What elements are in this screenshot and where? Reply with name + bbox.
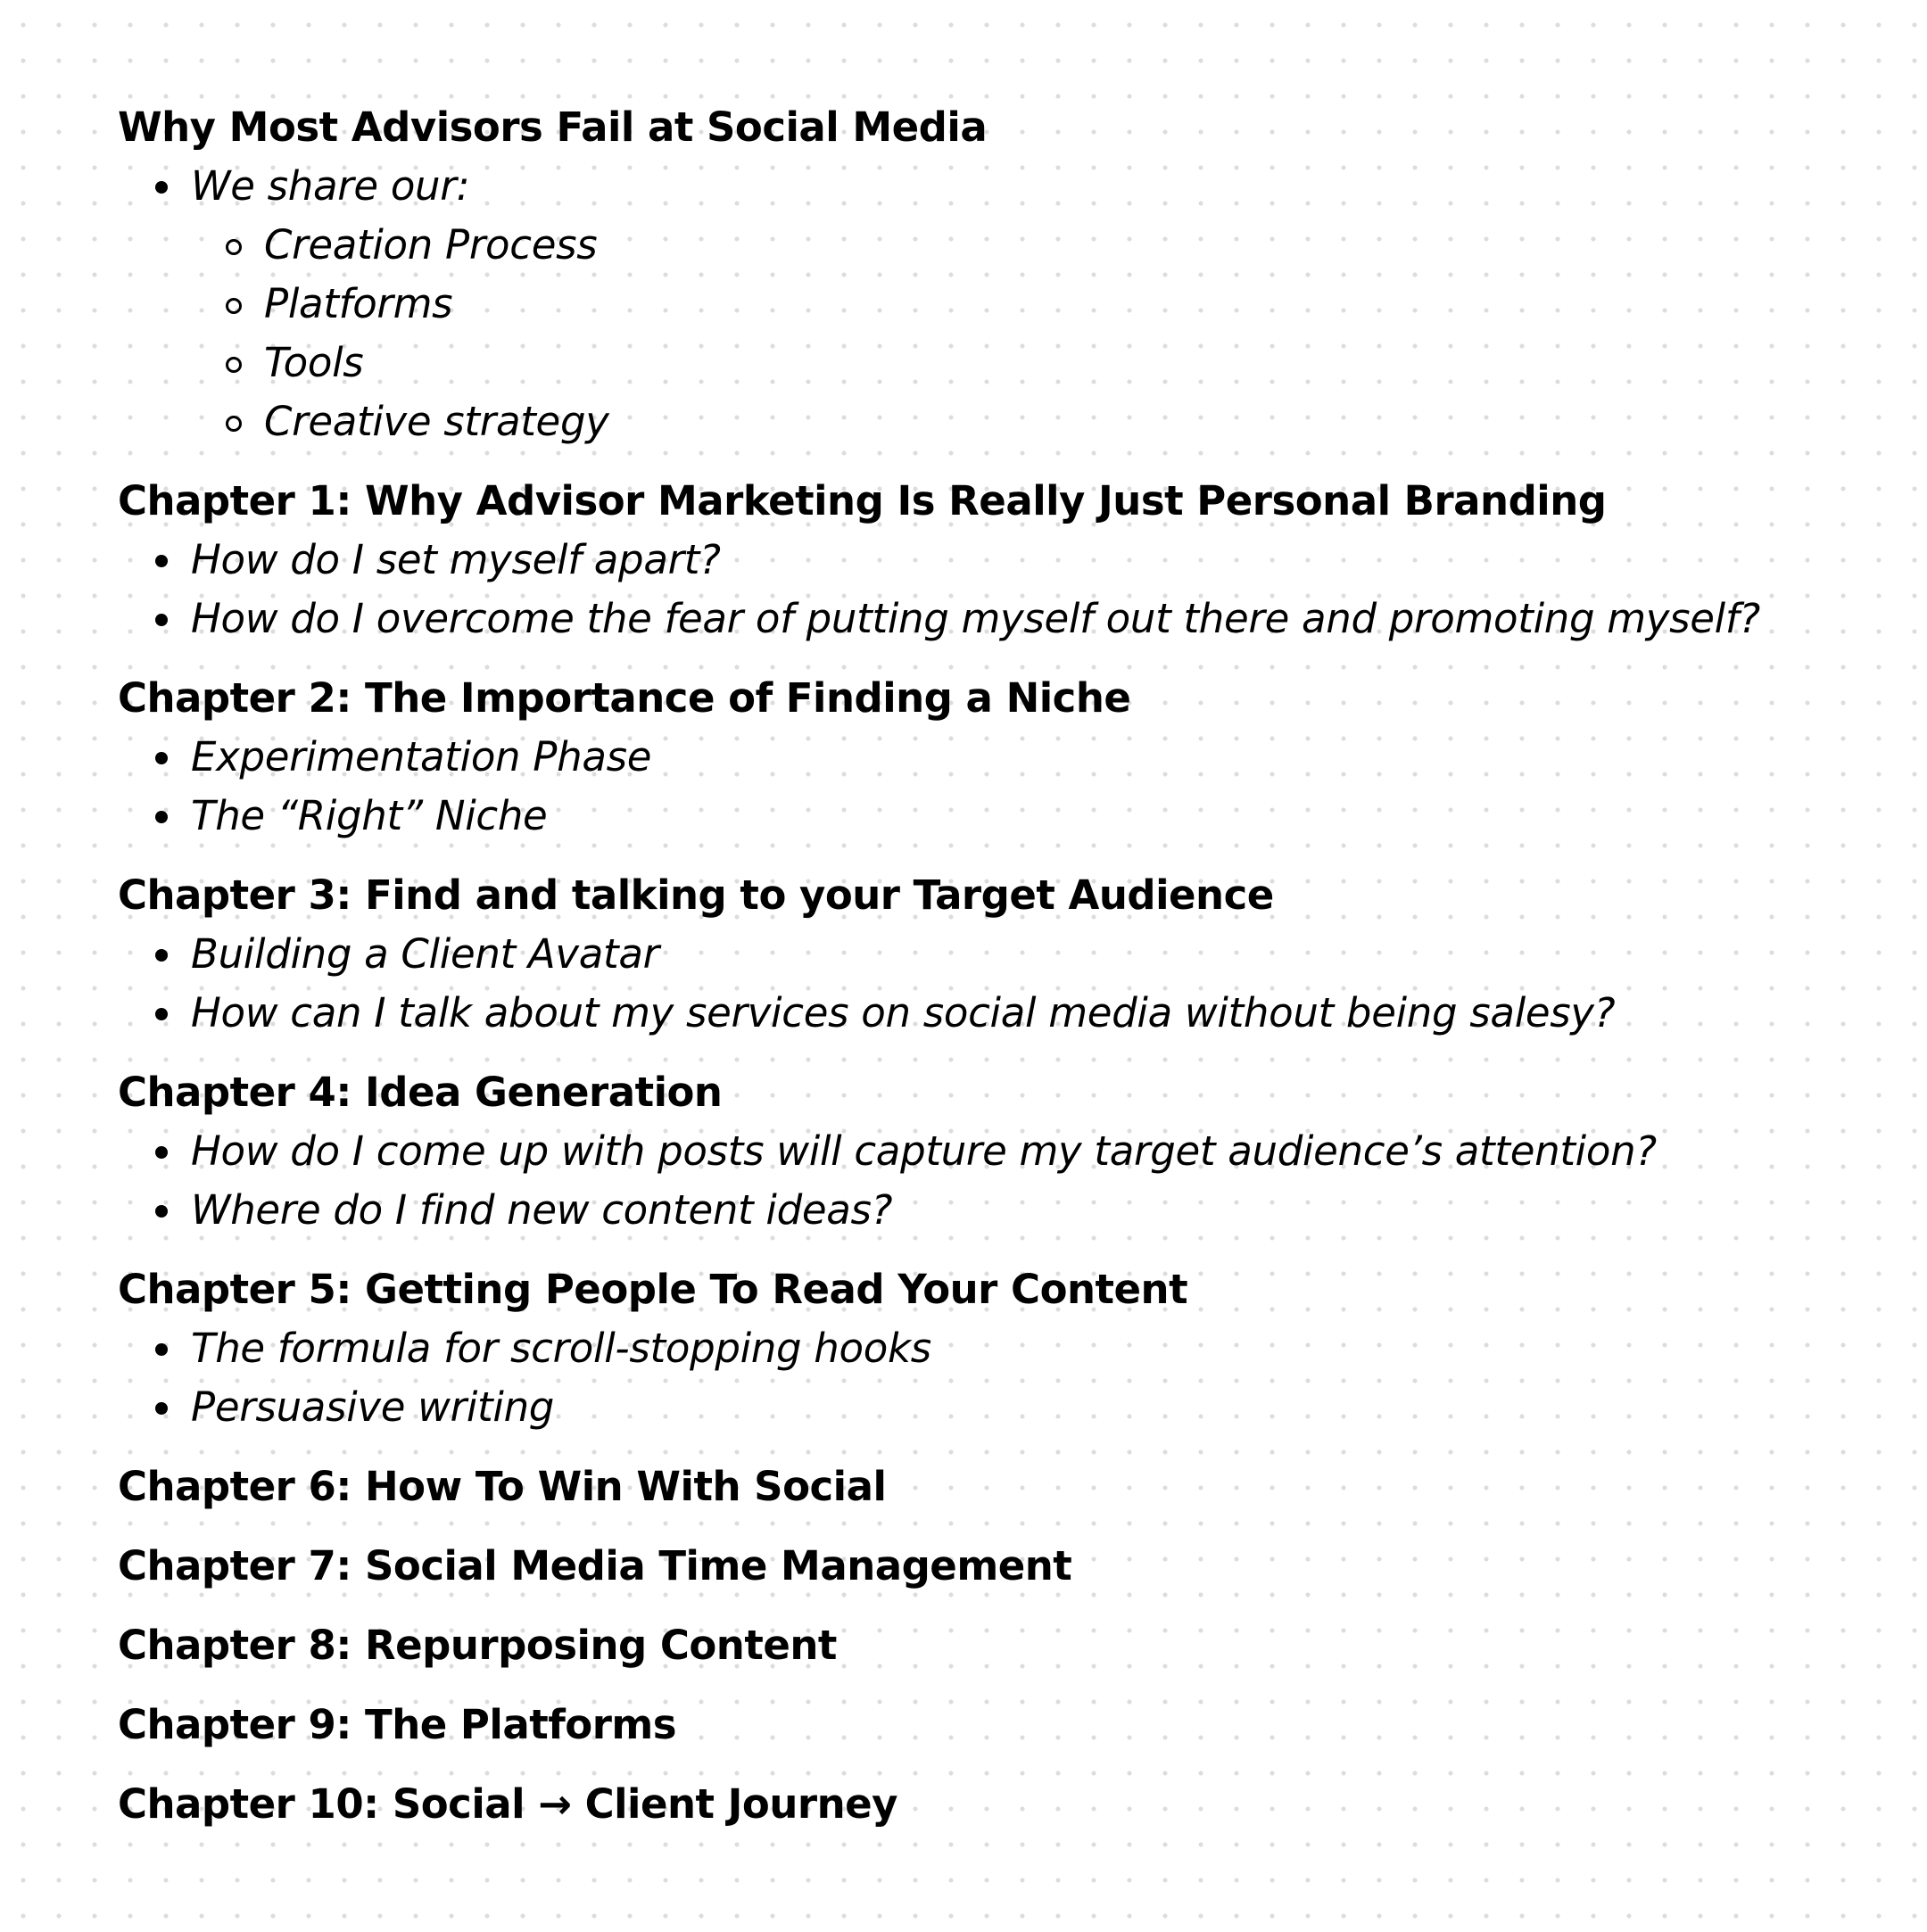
- bullet-list: [118, 157, 1884, 451]
- bullet-list: [118, 1122, 1884, 1240]
- section-chapter-8: [118, 1616, 1884, 1675]
- bullet-dot-icon: [155, 752, 168, 764]
- sub-list-item: [118, 216, 1884, 275]
- list-item-text: The “Right” Niche: [191, 792, 548, 839]
- sub-list-item-text: Platforms: [264, 280, 453, 327]
- section-chapter-4: [118, 1063, 1884, 1240]
- list-item: [118, 157, 1884, 451]
- chapter-heading: Chapter 10: Social → Client Journey: [118, 1780, 897, 1828]
- bullet-dot-icon: [155, 1402, 168, 1415]
- bullet-dot-icon: [155, 181, 168, 194]
- list-item: [118, 925, 1884, 984]
- list-item: [118, 590, 1884, 648]
- sub-list-item-text: Tools: [264, 339, 364, 386]
- chapter-heading: Chapter 3: Find and talking to your Target Audience: [118, 871, 1274, 919]
- list-item: [118, 728, 1884, 787]
- bullet-list: [118, 925, 1884, 1043]
- section-chapter-5: [118, 1260, 1884, 1437]
- sub-list-item-text: Creative strategy: [264, 398, 609, 445]
- hollow-bullet-icon: [226, 298, 242, 314]
- hollow-bullet-icon: [226, 357, 242, 373]
- list-item-text: Where do I find new content ideas?: [191, 1186, 893, 1234]
- bullet-dot-icon: [155, 949, 168, 962]
- sub-bullet-list: [118, 216, 1884, 451]
- outline: [118, 98, 1884, 1834]
- chapter-heading: Chapter 1: Why Advisor Marketing Is Really Just Personal Branding: [118, 477, 1607, 524]
- list-item: [118, 984, 1884, 1043]
- bullet-list: [118, 728, 1884, 846]
- chapter-heading: Chapter 7: Social Media Time Management: [118, 1542, 1072, 1589]
- bullet-dot-icon: [155, 614, 168, 626]
- hollow-bullet-icon: [226, 239, 242, 255]
- chapter-heading: Chapter 9: The Platforms: [118, 1701, 677, 1748]
- bullet-list: [118, 1319, 1884, 1437]
- section-chapter-10: [118, 1775, 1884, 1834]
- list-item-text: The formula for scroll-stopping hooks: [191, 1325, 931, 1372]
- chapter-heading: Chapter 2: The Importance of Finding a Niche: [118, 674, 1131, 722]
- section-chapter-6: [118, 1457, 1884, 1516]
- list-item-text: Persuasive writing: [191, 1383, 555, 1431]
- chapter-heading: Chapter 5: Getting People To Read Your Content: [118, 1266, 1188, 1313]
- sub-list-item: [118, 334, 1884, 392]
- list-item: [118, 1122, 1884, 1181]
- sub-list-item: [118, 275, 1884, 334]
- sub-list-item: [118, 392, 1884, 451]
- bullet-dot-icon: [155, 1008, 168, 1020]
- list-item-text: How do I come up with posts will capture my target audience’s attention?: [191, 1127, 1657, 1175]
- chapter-heading: Chapter 8: Repurposing Content: [118, 1622, 837, 1669]
- bullet-dot-icon: [155, 555, 168, 567]
- hollow-bullet-icon: [226, 416, 242, 432]
- section-chapter-1: [118, 472, 1884, 648]
- bullet-list: [118, 531, 1884, 648]
- list-item-text: We share our:: [191, 162, 470, 210]
- section-intro: [118, 98, 1884, 451]
- list-item: [118, 1181, 1884, 1240]
- list-item: [118, 531, 1884, 590]
- list-item: [118, 787, 1884, 846]
- sub-list-item-text: Creation Process: [264, 221, 598, 268]
- bullet-dot-icon: [155, 811, 168, 823]
- section-chapter-9: [118, 1696, 1884, 1754]
- list-item-text: Experimentation Phase: [191, 733, 652, 780]
- list-item-text: How do I overcome the fear of putting myself out there and promoting myself?: [191, 595, 1760, 642]
- list-item-text: Building a Client Avatar: [191, 930, 659, 978]
- section-heading: Why Most Advisors Fail at Social Media: [118, 103, 988, 151]
- list-item: [118, 1378, 1884, 1437]
- list-item-text: How can I talk about my services on social media without being salesy?: [191, 989, 1616, 1036]
- list-item-text: How do I set myself apart?: [191, 536, 721, 583]
- section-chapter-2: [118, 669, 1884, 846]
- chapter-heading: Chapter 4: Idea Generation: [118, 1069, 723, 1116]
- section-chapter-3: [118, 866, 1884, 1043]
- bullet-dot-icon: [155, 1343, 168, 1356]
- bullet-dot-icon: [155, 1205, 168, 1218]
- list-item: [118, 1319, 1884, 1378]
- section-chapter-7: [118, 1537, 1884, 1596]
- bullet-dot-icon: [155, 1146, 168, 1159]
- chapter-heading: Chapter 6: How To Win With Social: [118, 1463, 887, 1510]
